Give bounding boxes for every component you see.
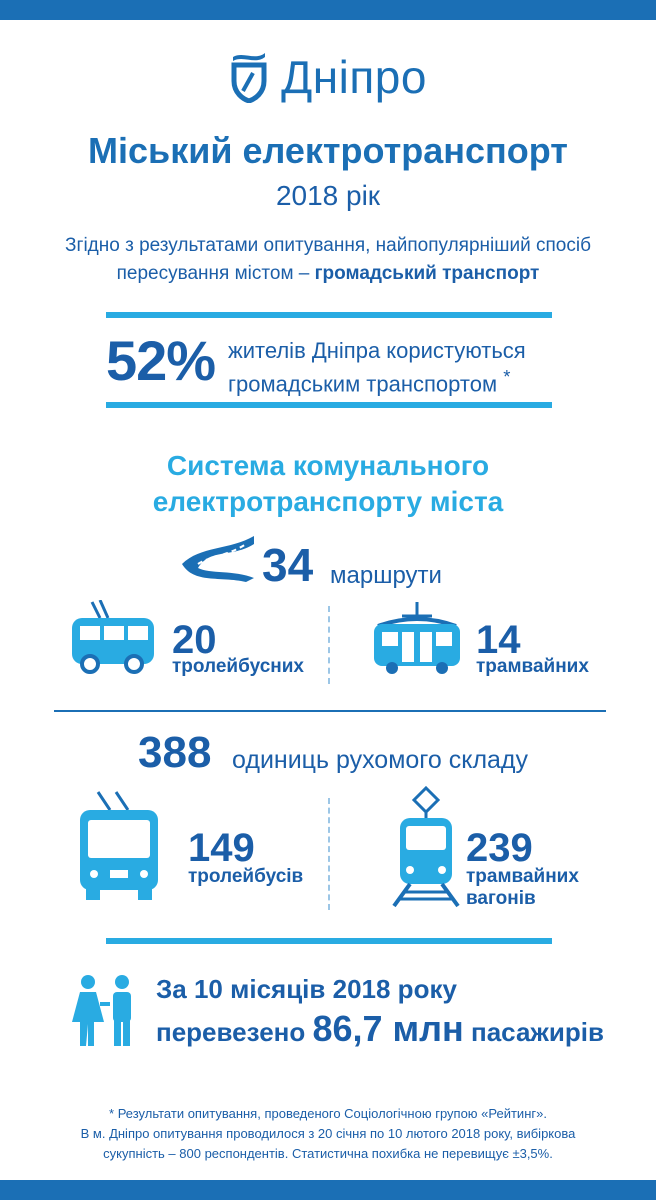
footnote-line1: * Результати опитування, проведеного Соціологічною групою «Рейтинг».	[109, 1106, 547, 1121]
brand-logo	[0, 50, 656, 108]
rolling-stock-count: 388	[138, 728, 212, 777]
page-title: Міський електротранспорт	[88, 130, 568, 171]
tram-routes-count: 14	[476, 618, 521, 662]
brand-name: Дніпро	[281, 51, 427, 103]
tram-stock-label-line2: вагонів	[466, 888, 536, 909]
road-icon	[180, 534, 256, 584]
system-title-line2: електротранспорту міста	[152, 486, 504, 517]
trolleybus-front-icon	[76, 790, 162, 902]
footnote-line2: В м. Дніпро опитування проводилося з 20 січня по 10 лютого 2018 року, вибіркова	[80, 1126, 576, 1141]
year-subtitle: 2018 рік	[275, 180, 381, 211]
passengers-suffix: пасажирів	[471, 1017, 604, 1047]
system-title	[0, 448, 656, 520]
survey-percent: 52%	[106, 329, 216, 392]
tram-side-icon	[372, 602, 462, 676]
trolleybus-stock-count: 149	[188, 826, 255, 870]
passengers-value: 86,7 млн	[312, 1008, 464, 1049]
divider-middle	[54, 710, 606, 712]
top-bar	[0, 0, 656, 20]
survey-asterisk: *	[503, 366, 511, 387]
tram-stock-label	[466, 866, 579, 910]
passengers-period: За 10 місяців 2018 року	[156, 974, 457, 1004]
passengers-summary	[156, 1008, 604, 1050]
trolleybus-side-icon	[70, 600, 156, 674]
rolling-stock-label: одиниць рухомого складу	[232, 746, 529, 774]
divider-vertical-routes	[328, 606, 330, 684]
survey-label	[228, 338, 568, 397]
tram-stock-count: 239	[466, 826, 533, 870]
footnote	[30, 1104, 626, 1164]
intro-bold: громадський транспорт	[314, 263, 540, 284]
passengers-prefix: перевезено	[156, 1017, 306, 1047]
footnote-line3: сукупність – 800 респондентів. Статистична похибка не перевищує ±3,5%.	[103, 1146, 553, 1161]
tram-front-icon	[386, 786, 466, 908]
trolleybus-stock-label: тролейбусів	[188, 866, 304, 887]
divider-lower	[106, 938, 552, 944]
trolleybus-routes-count: 20	[172, 618, 217, 662]
divider-bottom	[106, 402, 552, 408]
people-icon	[70, 974, 140, 1048]
tram-stock-label-line1: трамвайних	[466, 866, 579, 887]
routes-label: маршрути	[330, 562, 442, 589]
trolleybus-routes-label: тролейбусних	[172, 656, 304, 677]
bottom-bar	[0, 1180, 656, 1200]
divider-top	[106, 312, 552, 318]
survey-label-text: жителів Дніпра користуються громадським транспортом	[228, 338, 526, 397]
intro-text	[40, 232, 616, 288]
shield-logo-icon	[229, 51, 269, 103]
tram-routes-label: трамвайних	[476, 656, 589, 677]
system-title-line1: Системa комунального	[166, 450, 490, 481]
divider-vertical-stock	[328, 798, 330, 910]
intro-prefix: Згідно з результатами опитування, найпопулярніший спосіб пересування містом –	[65, 235, 591, 284]
routes-count: 34	[262, 539, 314, 591]
